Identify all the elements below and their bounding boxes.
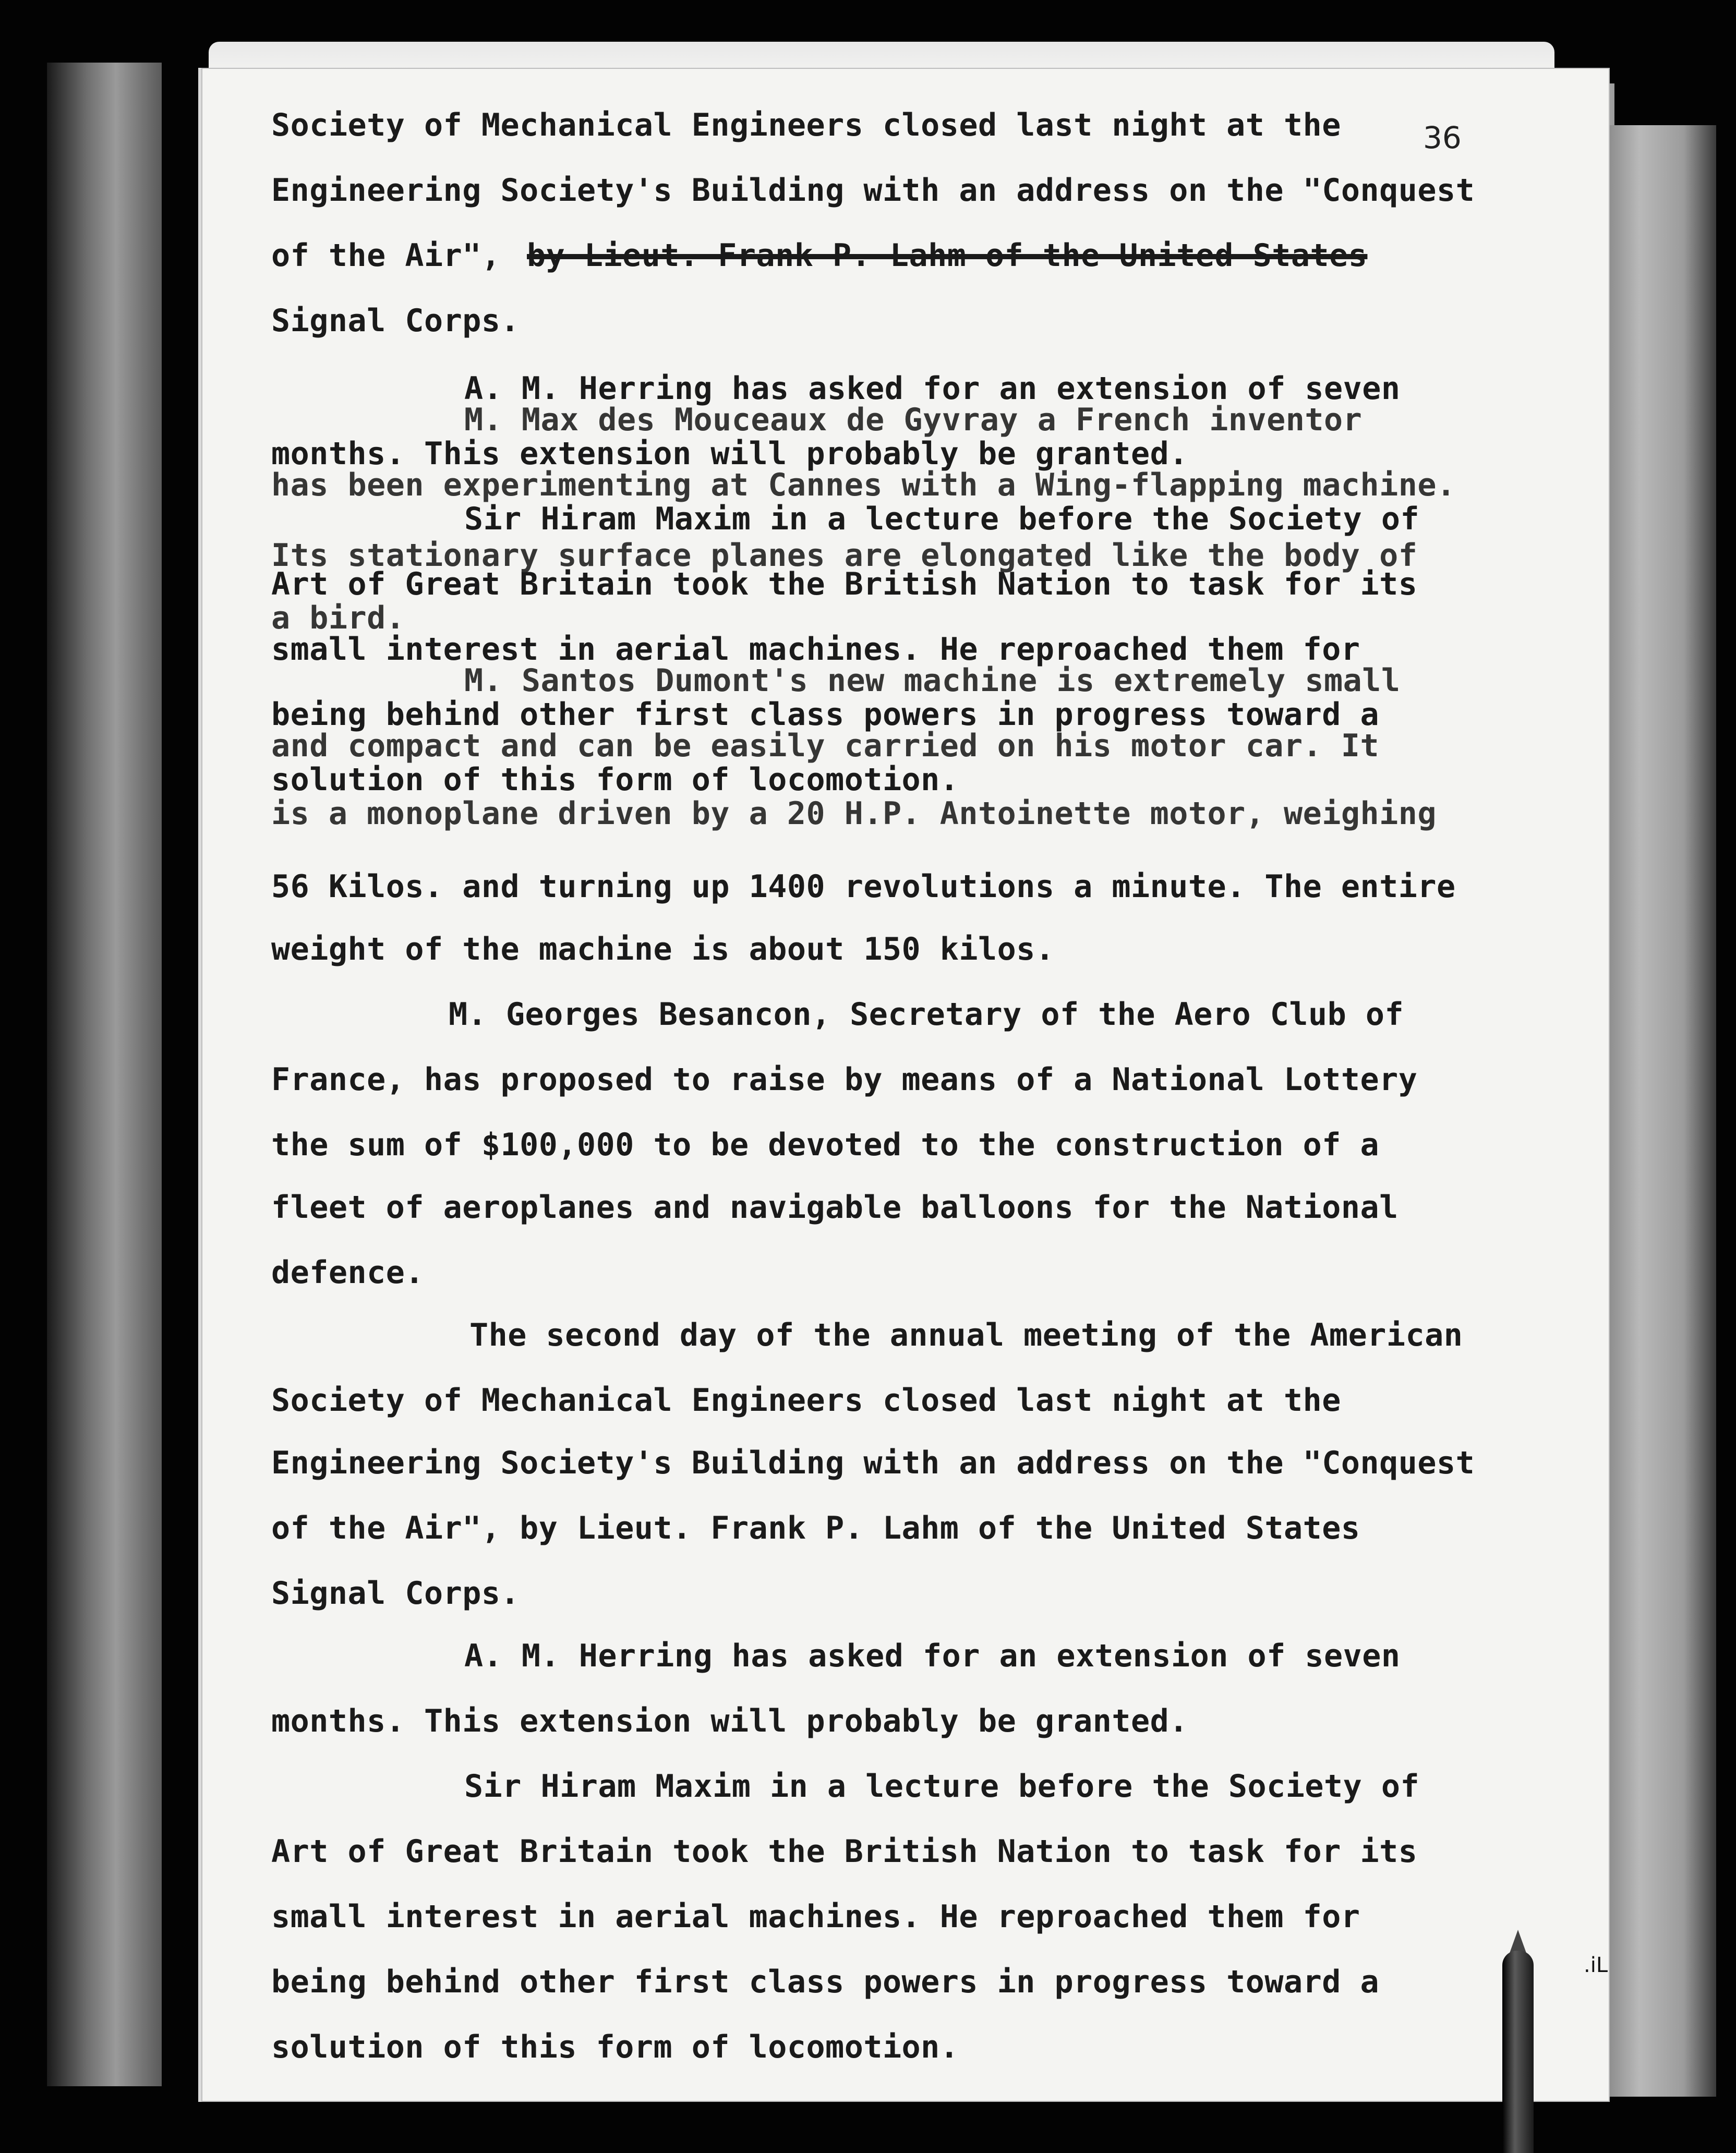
text-line: of the Air", by Lieut. Frank P. Lahm of the United States — [271, 1510, 1360, 1546]
text-line: small interest in aerial machines. He reproached them for — [271, 631, 1360, 668]
pen-body — [1502, 1951, 1534, 2153]
text-line: A. M. Herring has asked for an extension of seven — [464, 370, 1401, 407]
text-line: Sir Hiram Maxim in a lecture before the Society of — [464, 501, 1420, 537]
left-page-edge — [47, 63, 162, 2086]
text-line: A. M. Herring has asked for an extension of seven — [464, 1638, 1401, 1674]
text-line: being behind other first class powers in progress toward a — [271, 696, 1380, 733]
overtyped-line: M. Santos Dumont's new machine is extremely small — [464, 662, 1401, 699]
text-line: being behind other first class powers in progress toward a — [271, 1964, 1380, 2000]
text-line: months. This extension will probably be granted. — [271, 436, 1188, 472]
struck-out-text: by Lieut. Frank P. Lahm of the United States — [527, 237, 1368, 274]
text-line: small interest in aerial machines. He reproached them for — [271, 1898, 1360, 1935]
text-line: Signal Corps. — [271, 1575, 520, 1612]
overtyped-line: has been experimenting at Cannes with a Wing-flapping machine. — [271, 467, 1456, 503]
text-line: of the Air", — [271, 237, 501, 274]
text-line: France, has proposed to raise by means of a National Lottery — [271, 1061, 1418, 1098]
overtyped-line: Its stationary surface planes are elongated like the body of — [271, 537, 1418, 574]
overtyped-line: and compact and can be easily carried on his motor car. It — [271, 728, 1380, 764]
text-line: Sir Hiram Maxim in a lecture before the Society of — [464, 1768, 1420, 1805]
overtyped-line: a bird. — [271, 600, 405, 636]
edge-mark: .iL — [1584, 1953, 1608, 1977]
text-line: Society of Mechanical Engineers closed last night at the — [271, 107, 1341, 143]
text-line: weight of the machine is about 150 kilos. — [271, 931, 1055, 967]
right-page-stack — [1607, 125, 1716, 2097]
text-line: solution of this form of locomotion. — [271, 761, 959, 798]
text-line: months. This extension will probably be granted. — [271, 1703, 1188, 1739]
overtyped-line: is a monoplane driven by a 20 H.P. Antoinette motor, weighing — [271, 795, 1437, 832]
text-line: Engineering Society's Building with an address on the "Conquest — [271, 1445, 1475, 1481]
text-line: 56 Kilos. and turning up 1400 revolutions a minute. The entire — [271, 868, 1456, 905]
text-line: the sum of $100,000 to be devoted to the construction of a — [271, 1127, 1380, 1163]
text-line: Art of Great Britain took the British Nation to task for its — [271, 566, 1418, 602]
overtyped-line: M. Max des Mouceaux de Gyvray a French inventor — [464, 402, 1363, 438]
text-line: Signal Corps. — [271, 303, 520, 339]
text-line: Art of Great Britain took the British Nation to task for its — [271, 1833, 1418, 1870]
text-line: defence. — [271, 1254, 424, 1291]
text-line: Society of Mechanical Engineers closed last night at the — [271, 1382, 1341, 1419]
page-number: 36 — [1423, 120, 1462, 155]
text-line: solution of this form of locomotion. — [271, 2029, 959, 2065]
text-line: Engineering Society's Building with an address on the "Conquest — [271, 172, 1475, 209]
text-line: fleet of aeroplanes and navigable balloons for the National — [271, 1189, 1399, 1226]
text-line: The second day of the annual meeting of the American — [469, 1317, 1463, 1353]
text-line: M. Georges Besancon, Secretary of the Aero Club of — [449, 996, 1404, 1033]
